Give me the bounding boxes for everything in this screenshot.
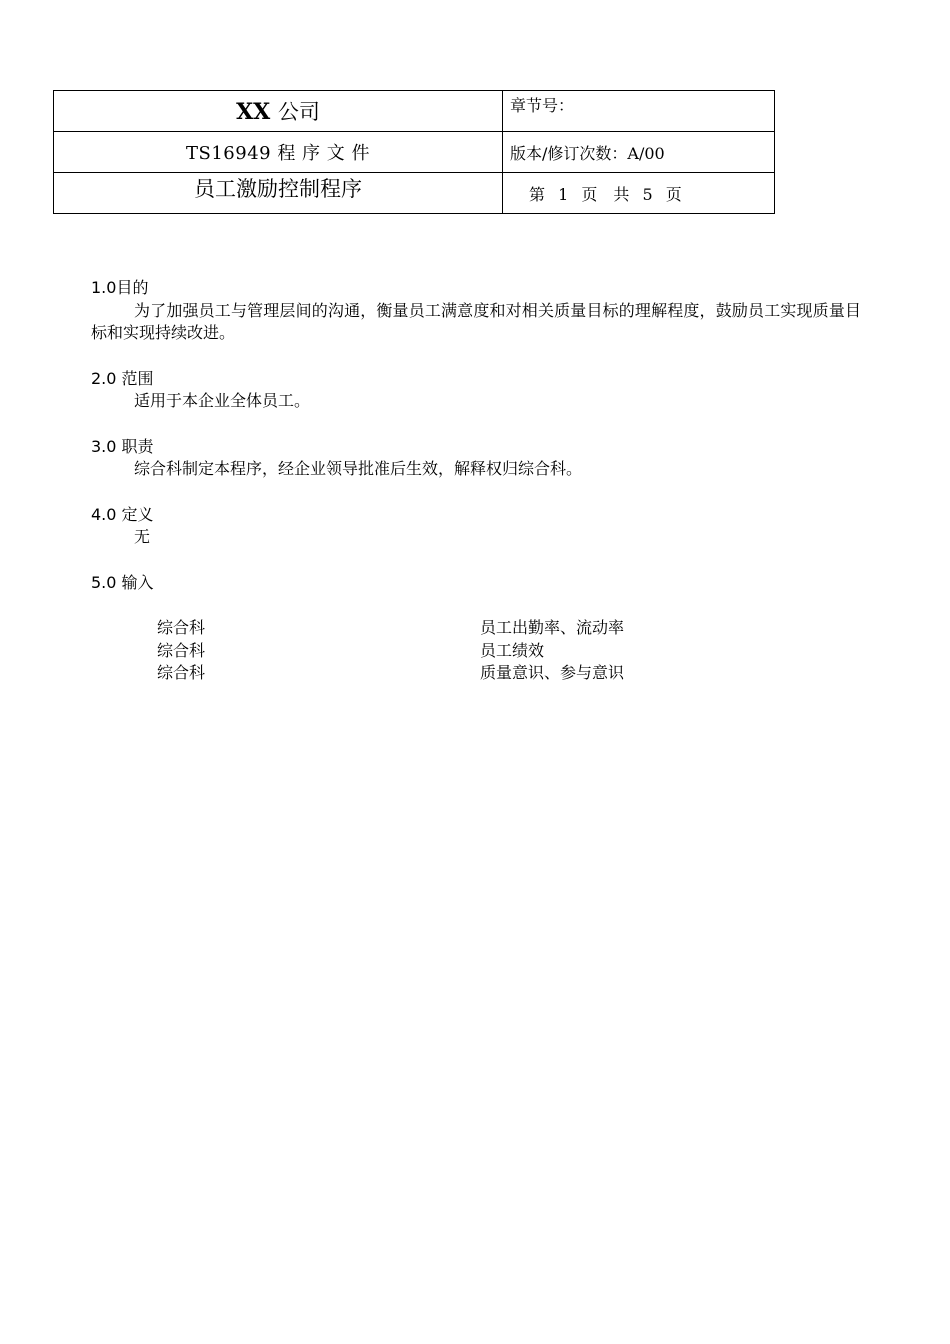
section-body-scope: 适用于本企业全体员工。 <box>134 391 311 410</box>
list-item <box>91 617 861 640</box>
section-body-purpose: 为了加强员工与管理层间的沟通，衡量员工满意度和对相关质量目标的理解程度，鼓励员工实现质量目标和实现持续改进。 <box>91 300 861 342</box>
input-item: 质量意识、参与意识 <box>480 663 625 682</box>
version-label: 版本/修订次数： <box>510 143 628 163</box>
document-header-table <box>53 90 775 214</box>
page-prefix: 第 <box>529 184 546 204</box>
input-department: 综合科 <box>157 663 206 682</box>
list-item <box>91 640 861 663</box>
input-item: 员工出勤率、流动率 <box>480 618 625 637</box>
company-name-latin: XX <box>236 99 271 125</box>
input-department: 综合科 <box>157 618 206 637</box>
list-item <box>91 662 861 685</box>
page-current: 1 <box>558 184 569 204</box>
section-heading-responsibility: 3.0 职责 <box>91 436 154 456</box>
input-item: 员工绩效 <box>480 640 545 660</box>
page-mid: 页 共 <box>581 184 630 204</box>
section-heading-input: 5.0 输入 <box>91 572 154 592</box>
company-name <box>54 91 503 132</box>
company-name-cn: 公司 <box>277 100 320 124</box>
section-heading-scope: 2.0 范围 <box>91 368 154 388</box>
version-cell <box>503 132 775 173</box>
section-body-responsibility: 综合科制定本程序，经企业领导批准后生效，解释权归综合科。 <box>134 459 583 478</box>
input-list <box>91 617 861 685</box>
input-department: 综合科 <box>157 640 206 660</box>
chapter-number-label: 章节号： <box>503 91 775 132</box>
document-body <box>91 277 861 685</box>
page-suffix: 页 <box>665 184 682 204</box>
section-heading-purpose: 1.0目的 <box>91 278 149 297</box>
version-value: A/00 <box>627 143 665 163</box>
procedure-title: 员工激励控制程序 <box>54 173 503 214</box>
document-type: TS16949 程 序 文 件 <box>54 132 503 173</box>
page-number <box>503 173 775 214</box>
section-heading-definition: 4.0 定义 <box>91 504 154 524</box>
page-total: 5 <box>642 184 653 204</box>
section-body-definition: 无 <box>134 527 151 546</box>
